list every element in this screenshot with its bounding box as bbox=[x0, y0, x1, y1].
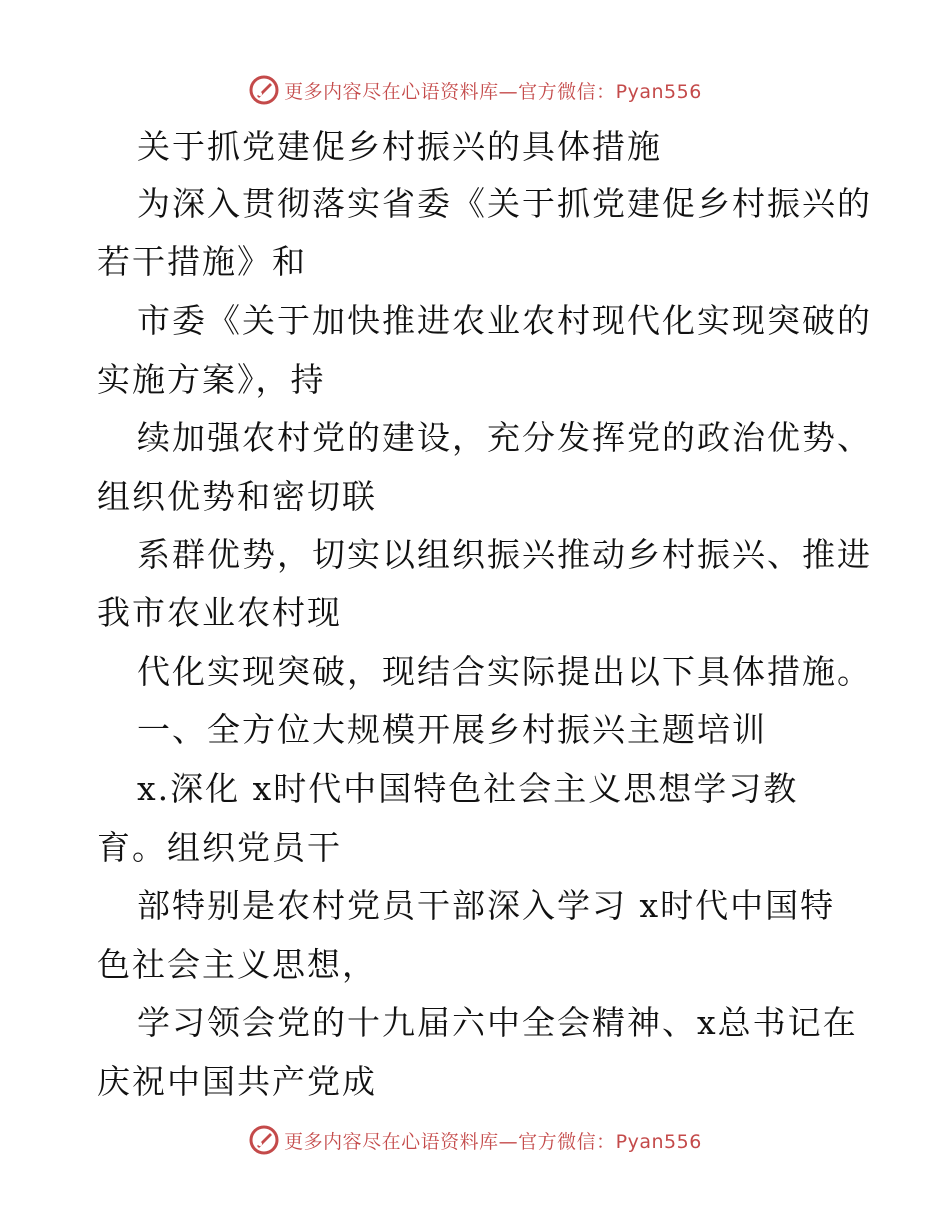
text-line: 色社会主义思想， bbox=[97, 945, 377, 984]
text-line: 部特别是农村党员干部深入学习 x时代中国特 bbox=[137, 886, 836, 925]
brand-logo-icon bbox=[248, 74, 280, 106]
header-banner bbox=[0, 70, 950, 110]
text-line: 代化实现突破，现结合实际提出以下具体措施。 bbox=[137, 652, 872, 691]
text-line: 市委《关于加快推进农业农村现代化实现突破的 bbox=[137, 301, 872, 340]
section-heading: 一、全方位大规模开展乡村振兴主题培训 bbox=[137, 710, 767, 749]
banner-text: 更多内容尽在心语资料库—官方微信：Pyan556 bbox=[284, 1130, 702, 1153]
text-line: 为深入贯彻落实省委《关于抓党建促乡村振兴的 bbox=[137, 184, 872, 223]
brand-logo-icon bbox=[248, 1124, 280, 1156]
text-line: 育。组织党员干 bbox=[97, 828, 342, 867]
banner-text: 更多内容尽在心语资料库—官方微信：Pyan556 bbox=[284, 80, 702, 103]
text-line: 续加强农村党的建设，充分发挥党的政治优势、 bbox=[137, 418, 872, 457]
text-line: 实施方案》，持 bbox=[97, 360, 326, 399]
text-line: 系群优势，切实以组织振兴推动乡村振兴、推进 bbox=[137, 535, 872, 574]
doc-title: 关于抓党建促乡村振兴的具体措施 bbox=[137, 127, 662, 166]
text-line: 组织优势和密切联 bbox=[97, 477, 377, 516]
text-line: 学习领会党的十九届六中全会精神、x总书记在 bbox=[137, 1003, 858, 1042]
text-line: 庆祝中国共产党成 bbox=[97, 1062, 377, 1101]
text-line: x.深化 x时代中国特色社会主义思想学习教 bbox=[137, 769, 799, 808]
footer-banner bbox=[0, 1120, 950, 1160]
text-line: 我市农业农村现 bbox=[97, 593, 342, 632]
text-line: 若干措施》和 bbox=[97, 242, 307, 281]
